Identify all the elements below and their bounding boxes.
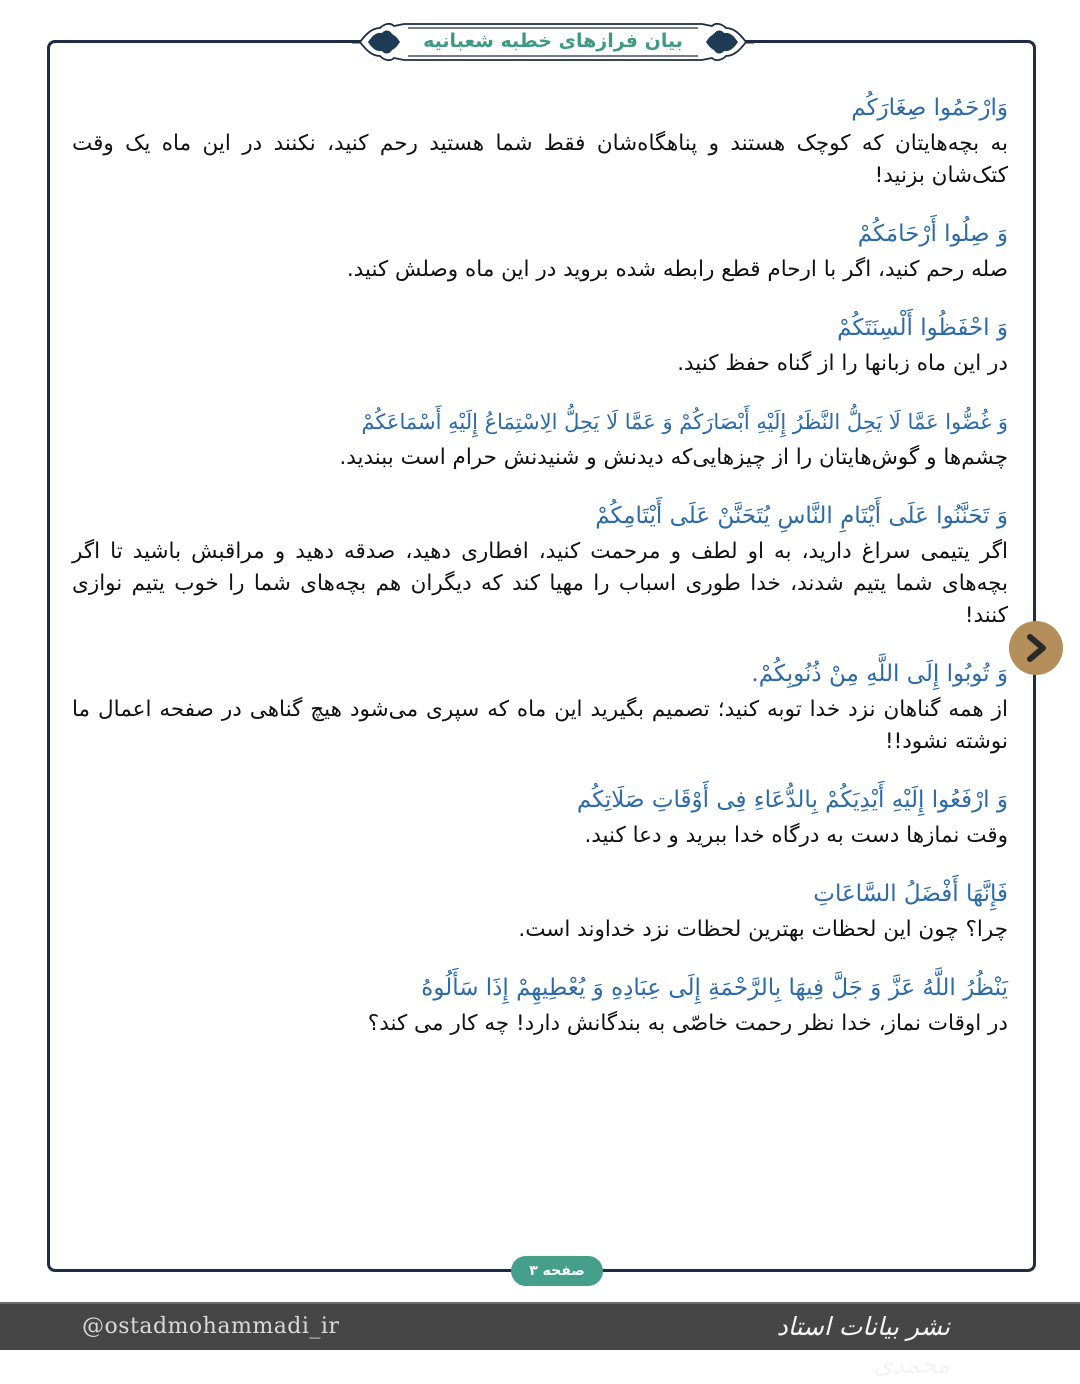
- persian-explanation: چرا؟ چون این لحظات بهترین لحظات نزد خداوند است.: [518, 917, 1008, 942]
- publisher-signature: نشر بیانات استاد محمدی: [776, 1312, 950, 1379]
- content-body: [72, 88, 1008, 1062]
- persian-explanation: به بچه‌هایتان که کوچک هستند و پناهگاه‌شان فقط شما هستید رحم کنید، نکنند در این ماه یک وقت کتک‌شان بزنید!: [72, 131, 1008, 188]
- footer-bar: [0, 1302, 1080, 1379]
- section-3: [72, 308, 1008, 380]
- arabic-quote: وَارْحَمُوا صِغَارَكُم: [851, 95, 1008, 121]
- next-page-button[interactable]: [1009, 621, 1063, 675]
- arabic-quote: فَإِنَّهَا أَفْضَلُ السَّاعَاتِ: [813, 881, 1008, 907]
- section-1: [72, 88, 1008, 192]
- arabic-quote: وَ احْفَظُوا أَلْسِنَتَكُمْ: [837, 315, 1008, 341]
- persian-explanation: در این ماه زبانها را از گناه حفظ کنید.: [677, 351, 1008, 376]
- arabic-quote: وَ تَحَنَّنُوا عَلَى أَيْتَامِ النَّاسِ يُتَحَنَّنْ عَلَى أَيْتَامِكُمْ: [595, 503, 1008, 529]
- section-9: [72, 968, 1008, 1040]
- arabic-quote: وَ ارْفَعُوا إِلَیْهِ أَیْدِیَكُمْ بِالدُّعَاءِ فِی أَوْقَاتِ صَلَاتِكُم: [576, 787, 1008, 813]
- arabic-quote: یَنْظُرُ اللَّهُ عَزَّ وَ جَلَّ فِیهَا بِالرَّحْمَةِ إِلَى عِبَادِهِ وَ یُعْطِیهِمْ إِذَا سَأَلُوهُ: [421, 975, 1008, 1001]
- arabic-quote: وَ تُوبُوا إِلَى اللَّهِ مِنْ ذُنُوبِكُمْ.: [751, 661, 1008, 687]
- header-banner: [352, 20, 754, 64]
- section-2: [72, 214, 1008, 286]
- page-number-badge: صفحه ۳: [511, 1256, 603, 1286]
- arabic-quote: وَ غُضُّوا عَمَّا لَا یَحِلُّ النَّظَرُ إِلَیْهِ أَبْصَارَكُمْ وَ عَمَّا لَا یَحِلُّ الِاسْتِمَاعُ إِلَیْهِ أَسْمَاعَكُمْ: [361, 410, 1008, 434]
- arabic-quote: وَ صِلُوا أَرْحَامَكُمْ: [857, 221, 1008, 247]
- social-handle: @ostadmohammadi_ir: [82, 1314, 340, 1339]
- persian-explanation: از همه گناهان نزد خدا توبه کنید؛ تصمیم بگیرید این ماه که سپری می‌شود هیچ گناهی در صفحه اعمال ما نوشته نشود!!: [72, 697, 1008, 754]
- persian-explanation: صله رحم کنید، اگر با ارحام قطع رابطه شده بروید در این ماه وصلش کنید.: [346, 257, 1008, 282]
- persian-explanation: در اوقات نماز، خدا نظر رحمت خاصّی به بندگانش دارد! چه کار می کند؟: [367, 1011, 1008, 1036]
- persian-explanation: اگر یتیمی سراغ دارید، به او لطف و مرحمت کنید، افطاری دهید، صدقه دهید و مراقبش باشید تا اگر بچه‌های شما یتیم شدند، خدا طوری اسباب را مهیا کند که دیگران هم بچه‌های شما را خوب یتیم نوازی کنند!: [72, 539, 1008, 628]
- page-title: بیان فرازهای خطبه شعبانیه: [423, 30, 683, 52]
- section-6: [72, 654, 1008, 758]
- section-8: [72, 874, 1008, 946]
- persian-explanation: وقت نمازها دست به درگاه خدا ببرید و دعا کنید.: [584, 823, 1008, 848]
- chevron-right-icon: [1021, 633, 1051, 663]
- persian-explanation: چشم‌ها و گوش‌هایتان را از چیزهایی‌که دیدنش و شنیدنش حرام است ببندید.: [339, 445, 1008, 470]
- section-4: [72, 402, 1008, 474]
- section-5: [72, 496, 1008, 632]
- section-7: [72, 780, 1008, 852]
